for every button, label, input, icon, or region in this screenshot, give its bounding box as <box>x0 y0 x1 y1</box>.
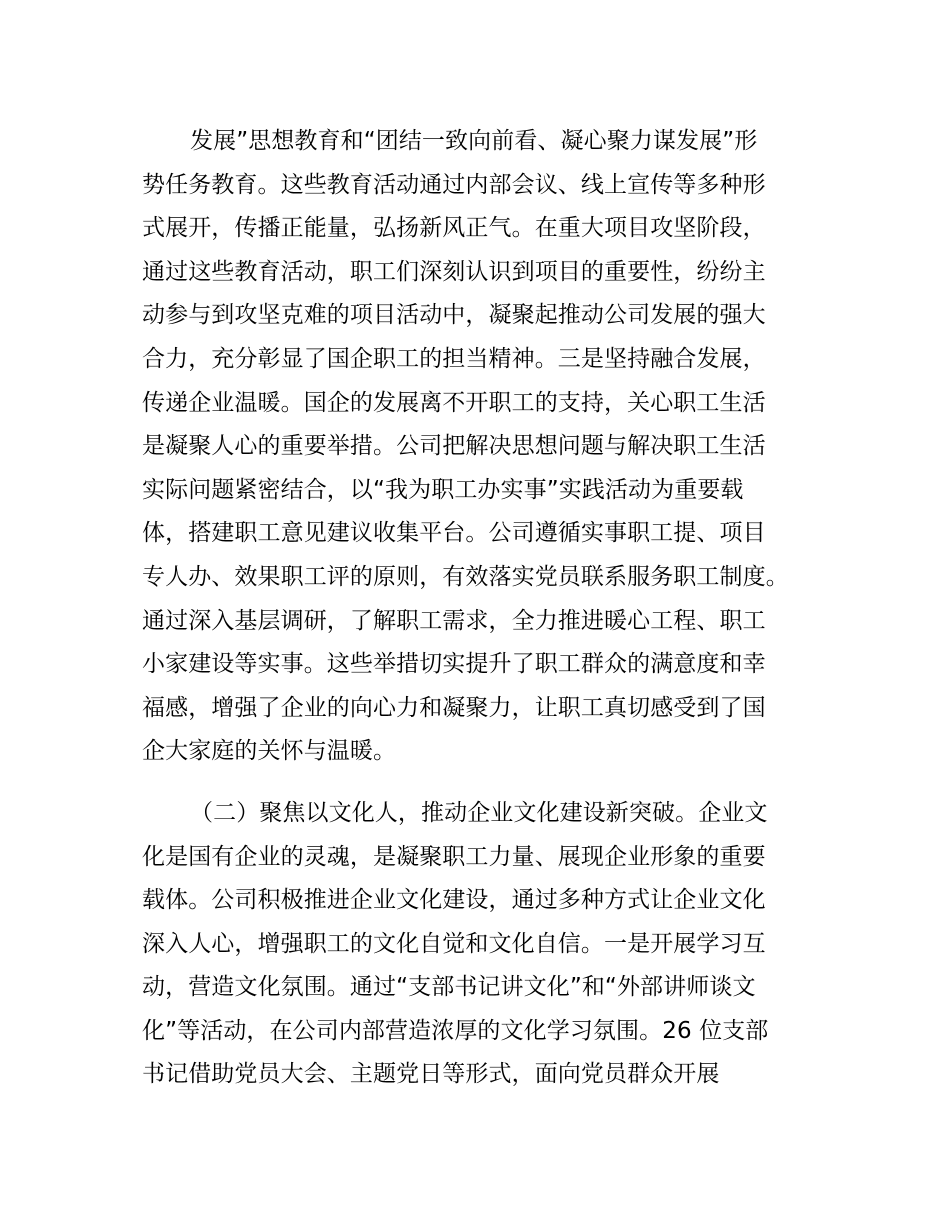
paragraph-line: 书记借助党员大会、主题党日等形式，面向党员群众开展 <box>142 1061 720 1088</box>
paragraph-line: 通过深入基层调研，了解职工需求，全力推进暖心工程、职工 <box>142 607 766 634</box>
paragraph-line: 合力，充分彰显了国企职工的担当精神。三是坚持融合发展， <box>142 345 766 372</box>
paragraph-line: 势任务教育。这些教育活动通过内部会议、线上宣传等多种形 <box>142 171 766 198</box>
paragraph-line: 传递企业温暖。国企的发展离不开职工的支持，关心职工生活 <box>142 389 766 416</box>
paragraph-line: （二）聚焦以文化人，推动企业文化建设新突破。企业文 <box>190 799 768 826</box>
paragraph-line: 动，营造文化氛围。通过“支部书记讲文化”和“外部讲师谈文 <box>142 974 756 1001</box>
paragraph-line: 化”等活动，在公司内部营造浓厚的文化学习氛围。26 位支部 <box>142 1017 769 1044</box>
paragraph-line: 专人办、效果职工评的原则，有效落实党员联系服务职工制度。 <box>142 563 789 590</box>
paragraph-line: 载体。公司积极推进企业文化建设，通过多种方式让企业文化 <box>142 887 766 914</box>
paragraph-line: 动参与到攻坚克难的项目活动中，凝聚起推动公司发展的强大 <box>142 302 766 329</box>
paragraph-line: 体，搭建职工意见建议收集平台。公司遵循实事职工提、项目 <box>142 520 766 547</box>
paragraph-line: 通过这些教育活动，职工们深刻认识到项目的重要性，纷纷主 <box>142 258 766 285</box>
paragraph-line: 式展开，传播正能量，弘扬新风正气。在重大项目攻坚阶段， <box>142 215 766 242</box>
paragraph-line: 福感，增强了企业的向心力和凝聚力，让职工真切感受到了国 <box>142 694 766 721</box>
paragraph-line: 发展”思想教育和“团结一致向前看、凝心聚力谋发展”形 <box>190 128 758 154</box>
paragraph-1 <box>142 120 822 774</box>
paragraph-line: 深入人心，增强职工的文化自觉和文化自信。一是开展学习互 <box>142 930 766 957</box>
paragraph-2 <box>142 792 822 1097</box>
paragraph-line: 是凝聚人心的重要举措。公司把解决思想问题与解决职工生活 <box>142 433 766 460</box>
paragraph-line: 小家建设等实事。这些举措切实提升了职工群众的满意度和幸 <box>142 651 766 678</box>
paragraph-line: 企大家庭的关怀与温暖。 <box>142 738 397 765</box>
paragraph-line: 化是国有企业的灵魂，是凝聚职工力量、展现企业形象的重要 <box>142 843 766 870</box>
paragraph-line: 实际问题紧密结合，以“我为职工办实事”实践活动为重要载 <box>142 476 744 503</box>
body-text <box>142 120 822 1097</box>
paragraph-gap <box>142 774 822 792</box>
